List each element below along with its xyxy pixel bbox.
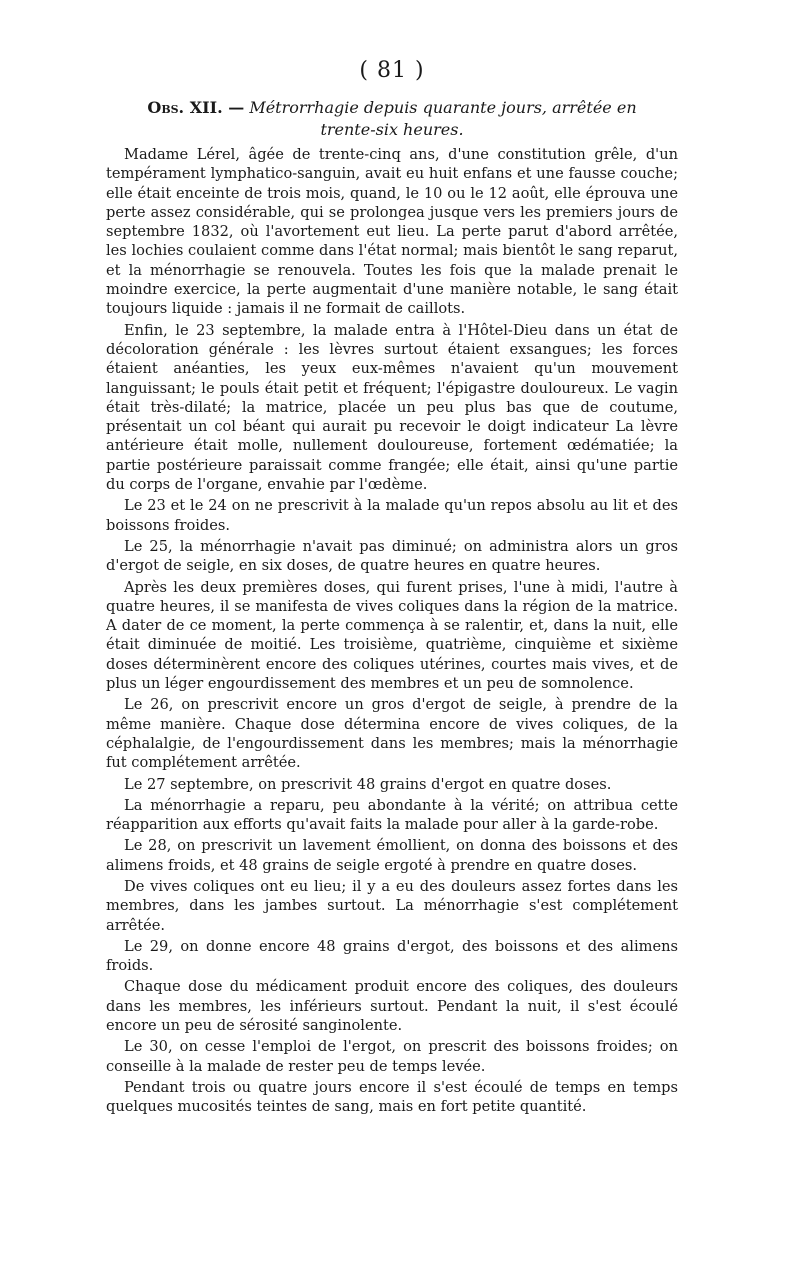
paragraph: Le 23 et le 24 on ne prescrivit à la malade qu'un repos absolu au lit et des boissons froides. [106,497,678,534]
paragraph: Le 30, on cesse l'emploi de l'ergot, on prescrit des boissons froides; on conseille à la malade de rester peu de temps levée. [106,1038,678,1075]
paragraph: Le 27 septembre, on prescrivit 48 grains d'ergot en quatre doses. [124,775,612,793]
paragraph: La ménorrhagie a reparu, peu abondante à la vérité; on attribua cette réapparition aux efforts qu'avait faits la malade pour aller à la garde-robe. [106,796,678,834]
paragraph: De vives coliques ont eu lieu; il y a eu des douleurs assez fortes dans les membres, dans les jambes surtout. La ménorrhagie s'est complétement arrêtée. [106,877,678,934]
paragraph: Pendant trois ou quatre jours encore il s'est écoulé de temps en temps quelques mucosités teintes de sang, mais en fort petite quantité. [106,1078,678,1116]
paragraph: Le 26, on prescrivit encore un gros d'ergot de seigle, à prendre de la même manière. Chaque dose détermina encore de vives coliques, de la céphalalgie, de l'engourdissement dans les membres; mais la ménorrhagie fut complétement arrêtée. [106,696,678,772]
paragraph: Enfin, le 23 septembre, la malade entra à l'Hôtel-Dieu dans un état de décoloration générale : les lèvres surtout étaient exsangues; les forces étaient anéanties, les yeux eux-mêmes n'avaient qu'un mouvement languissant; le pouls était petit et fréquent; l'épigastre douloureux. Le vagin était très-dilaté; la matrice, placée un peu plus bas que de coutume, présentait un col béant qui aurait pu recevoir le doigt indicateur La lèvre antérieure était molle, nullement douloureuse, fortement œdématiée; la partie postérieure paraissait comme frangée; elle était, ainsi qu'une partie du corps de l'organe, envahie par l'œdème. [106,321,678,494]
paragraph: Après les deux premières doses, qui furent prises, l'une à midi, l'autre à quatre heures, il se manifesta de vives coliques dans la région de la matrice. A dater de ce moment, la perte commença à se ralentir, et, dans la nuit, elle était diminuée de moitié. Les troisième, quatrième, cinquième et sixième doses déterminèrent encore des coliques utérines, courtes mais vives, et de plus un léger engourdissement des membres et un peu de somnolence. [106,578,678,693]
observation-label: Obs. XII. — [147,98,245,117]
paragraph: Le 29, on donne encore 48 grains d'ergot, des boissons et des alimens froids. [106,937,678,975]
paragraph: Le 28, on prescrivit un lavement émollient, on donna des boissons et des alimens froids, et 48 grains de seigle ergoté à prendre en quatre doses. [106,837,678,874]
book-page [106,58,678,1119]
body-text [106,145,678,1117]
page-number: ( 81 ) [359,58,425,83]
observation-title: Métrorrhagie depuis quarante jours, arrêtée en trente-six heures. [249,98,637,139]
paragraph: Madame Lérel, âgée de trente-cinq ans, d'une constitution grêle, d'un tempérament lymphatico-sanguin, avait eu huit enfans et une fausse couche; elle était enceinte de trois mois, quand, le 10 ou le 12 août, elle éprouva une perte assez considérable, qui se prolongea jusque vers les premiers jours de septembre 1832, où l'avortement eut lieu. La perte parut d'abord arrêtée, les lochies coulaient comme dans l'état normal; mais bientôt le sang reparut, et la ménorrhagie se renouvela. Toutes les fois que la malade prenait le moindre exercice, la perte augmentait d'une manière notable, le sang était toujours liquide : jamais il ne formait de caillots. [106,146,678,318]
paragraph: Chaque dose du médicament produit encore des coliques, des douleurs dans les membres, les inférieurs surtout. Pendant la nuit, il s'est écoulé encore un peu de sérosité sanginolente. [106,978,678,1035]
observation-heading [106,97,678,141]
paragraph: Le 25, la ménorrhagie n'avait pas diminué; on administra alors un gros d'ergot de seigle, en six doses, de quatre heures en quatre heures. [106,537,678,575]
